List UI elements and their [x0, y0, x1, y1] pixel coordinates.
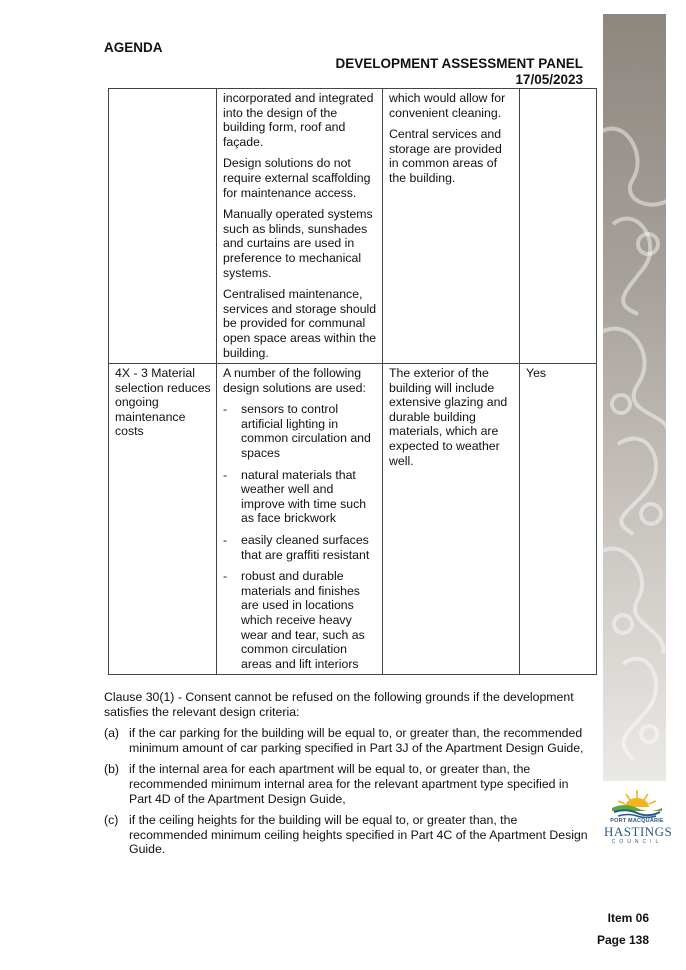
comment-paragraph: which would allow for convenient cleaning.	[389, 91, 506, 120]
list-item-text: natural materials that weather well and improve with time such as face brickwork	[241, 467, 367, 526]
agenda-heading: AGENDA	[104, 40, 163, 55]
compliance-cell	[520, 89, 597, 364]
clause-intro: Clause 30(1) - Consent cannot be refused on the following grounds if the development satisfies the relevant design criteria:	[104, 690, 574, 719]
logo-text-main: HASTINGS	[604, 824, 673, 839]
dash-bullet: -	[223, 533, 228, 548]
objective-cell: 4X - 3 Material selection reduces ongoing maintenance costs	[109, 364, 217, 675]
comment-cell	[383, 89, 520, 364]
table-row	[109, 89, 597, 364]
list-item	[223, 569, 377, 671]
assessment-table	[108, 88, 597, 675]
list-item-text: robust and durable materials and finishes are used in locations which receive heavy wear and tear, such as common circulation areas and lift interiors	[241, 569, 365, 671]
dash-bullet: -	[223, 569, 228, 584]
list-item	[104, 813, 594, 857]
list-item	[223, 533, 377, 562]
logo-text-sub: COUNCIL	[611, 839, 663, 845]
council-logo	[604, 786, 673, 846]
panel-heading	[335, 56, 583, 88]
pattern-swirl-graphic	[603, 14, 666, 781]
dash-bullet: -	[223, 402, 228, 417]
list-item	[223, 468, 377, 526]
comment-paragraph: Central services and storage are provided in common areas of the building.	[389, 127, 502, 185]
item-number: Item 06	[607, 911, 649, 925]
meeting-date: 17/05/2023	[515, 72, 583, 87]
guidance-paragraph: Manually operated systems such as blinds, sunshades and curtains are used in preference to mechanical systems.	[223, 207, 373, 280]
design-guidance-cell	[217, 364, 383, 675]
compliance-cell: Yes	[520, 364, 597, 675]
clause-item-text: if the car parking for the building will be equal to, or greater than, the recommended minimum amount of car parking specified in Part 3J of the Apartment Design Guide,	[129, 726, 584, 755]
table-row	[109, 364, 597, 675]
design-guidance-cell	[217, 89, 383, 364]
clause-section	[104, 690, 594, 864]
decorative-side-strip	[603, 14, 666, 781]
panel-title: DEVELOPMENT ASSESSMENT PANEL	[335, 56, 583, 71]
guidance-paragraph: incorporated and integrated into the design of the building form, roof and façade.	[223, 91, 374, 149]
council-emblem-icon	[604, 786, 670, 818]
design-solution-list	[223, 402, 377, 671]
dash-bullet: -	[223, 467, 228, 482]
clause-item-label: (b)	[104, 762, 120, 777]
clause-item-text: if the ceiling heights for the building will be equal to, or greater than, the recommended minimum ceiling heights specified in Part 4C of the Apartment Design Guide.	[129, 813, 588, 857]
clause-item-label: (a)	[104, 726, 120, 741]
list-item	[223, 402, 377, 460]
objective-cell	[109, 89, 217, 364]
clause-list	[104, 726, 594, 857]
guidance-paragraph: Design solutions do not require external scaffolding for maintenance access.	[223, 156, 371, 200]
comment-cell: The exterior of the building will include extensive glazing and durable building materials, which are expected to weather well.	[383, 364, 520, 675]
clause-item-text: if the internal area for each apartment will be equal to, or greater than, the recommended minimum internal area for the relevant apartment type specified in Part 4D of the Apartment Design Guide,	[129, 762, 569, 806]
page-number: Page 138	[596, 933, 649, 947]
list-item	[104, 762, 594, 806]
logo-text-top: PORT MACQUARIE	[610, 818, 664, 824]
clause-item-label: (c)	[104, 813, 119, 828]
guidance-intro: A number of the following design solutions are used:	[223, 366, 366, 395]
list-item-text: easily cleaned surfaces that are graffiti resistant	[241, 533, 370, 562]
list-item	[104, 726, 594, 755]
list-item-text: sensors to control artificial lighting in common circulation and spaces	[241, 402, 371, 461]
guidance-paragraph: Centralised maintenance, services and storage should be provided for communal open space areas within the building.	[223, 287, 377, 360]
